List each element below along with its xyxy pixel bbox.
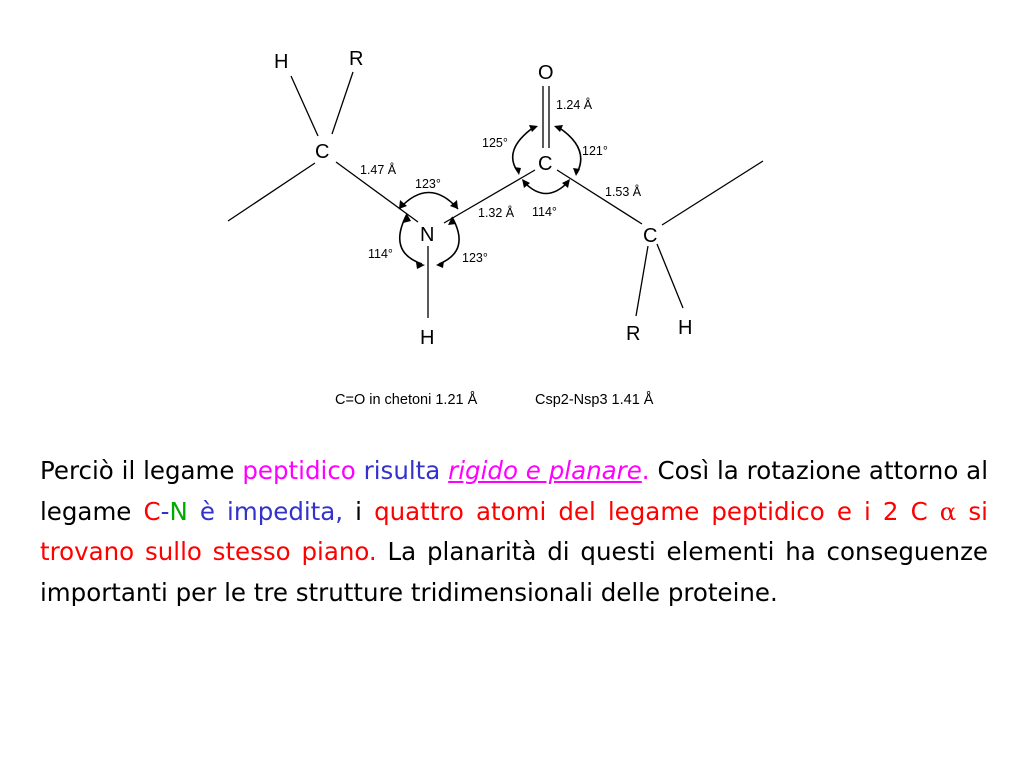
atom-h-top-left: H [274, 51, 289, 73]
label-angle-123-top: 123° [415, 177, 441, 191]
atom-c-carbonyl: C [538, 153, 553, 175]
text-rigido-planare: rigido e planare [448, 456, 642, 485]
bond-r-c-left [332, 72, 353, 134]
arc-114-c [524, 182, 568, 194]
label-angle-114-n: 114° [368, 247, 393, 261]
label-cn-left-length: 1.47 Å [360, 163, 397, 177]
text-i: i [343, 496, 375, 526]
alpha-symbol: α [939, 496, 957, 526]
measurement-labels [360, 97, 642, 265]
text-period-1: . [641, 456, 650, 485]
bond-c-right-r [636, 246, 648, 316]
label-angle-123-n: 123° [462, 251, 488, 265]
label-angle-121: 121° [582, 144, 608, 158]
arc-125 [513, 127, 534, 172]
text-n: N [169, 496, 188, 526]
arc-123-top [399, 193, 458, 210]
label-cn-peptide-length: 1.32 Å [478, 206, 515, 220]
label-cc-length: 1.53 Å [605, 185, 642, 199]
text-planarita: La planarità di questi elementi ha conseguenze importanti per le tre strutture tridimensionali delle proteine. [40, 537, 988, 608]
arc-114-n [400, 214, 422, 264]
text-peptidico: peptidico [242, 456, 356, 485]
atom-h-n: H [420, 327, 435, 349]
atom-r-top-left: R [349, 48, 364, 70]
atom-r-bottom: R [626, 323, 641, 345]
atom-c-left: C [315, 141, 330, 163]
bond-h-c-left [291, 76, 318, 136]
text-quattro-atomi: quattro atomi del legame peptidico e i 2 C [374, 496, 928, 526]
text-dash: - [160, 496, 170, 526]
caption-csp2-nsp3: Csp2-Nsp3 1.41 Å [535, 392, 654, 408]
bond-chain-c-left [228, 163, 315, 221]
explanation-paragraph [40, 451, 988, 614]
text-risulta: risulta [363, 456, 441, 485]
bond-c-right-h [657, 244, 683, 308]
caption-chetoni: C=O in chetoni 1.21 Å [335, 392, 478, 408]
atom-c-right: C [643, 225, 658, 247]
text-stesso-piano: si trovano sullo stesso piano. [40, 496, 988, 567]
text-impedita: è impedita, [199, 496, 344, 526]
label-angle-114-c: 114° [532, 205, 557, 219]
bond-c-right-chain [662, 161, 763, 225]
label-co-length: 1.24 Å [556, 98, 593, 112]
atom-n: N [420, 224, 435, 246]
arc-121 [558, 127, 581, 173]
text-c: C [143, 496, 161, 526]
atom-o: O [538, 62, 554, 84]
label-angle-125: 125° [482, 136, 508, 150]
text-perci: Perciò il legame [40, 456, 243, 485]
bonds [228, 72, 763, 318]
text-cosi: Così la rotazione attorno al legame [40, 456, 988, 526]
atom-h-bottom: H [678, 317, 693, 339]
